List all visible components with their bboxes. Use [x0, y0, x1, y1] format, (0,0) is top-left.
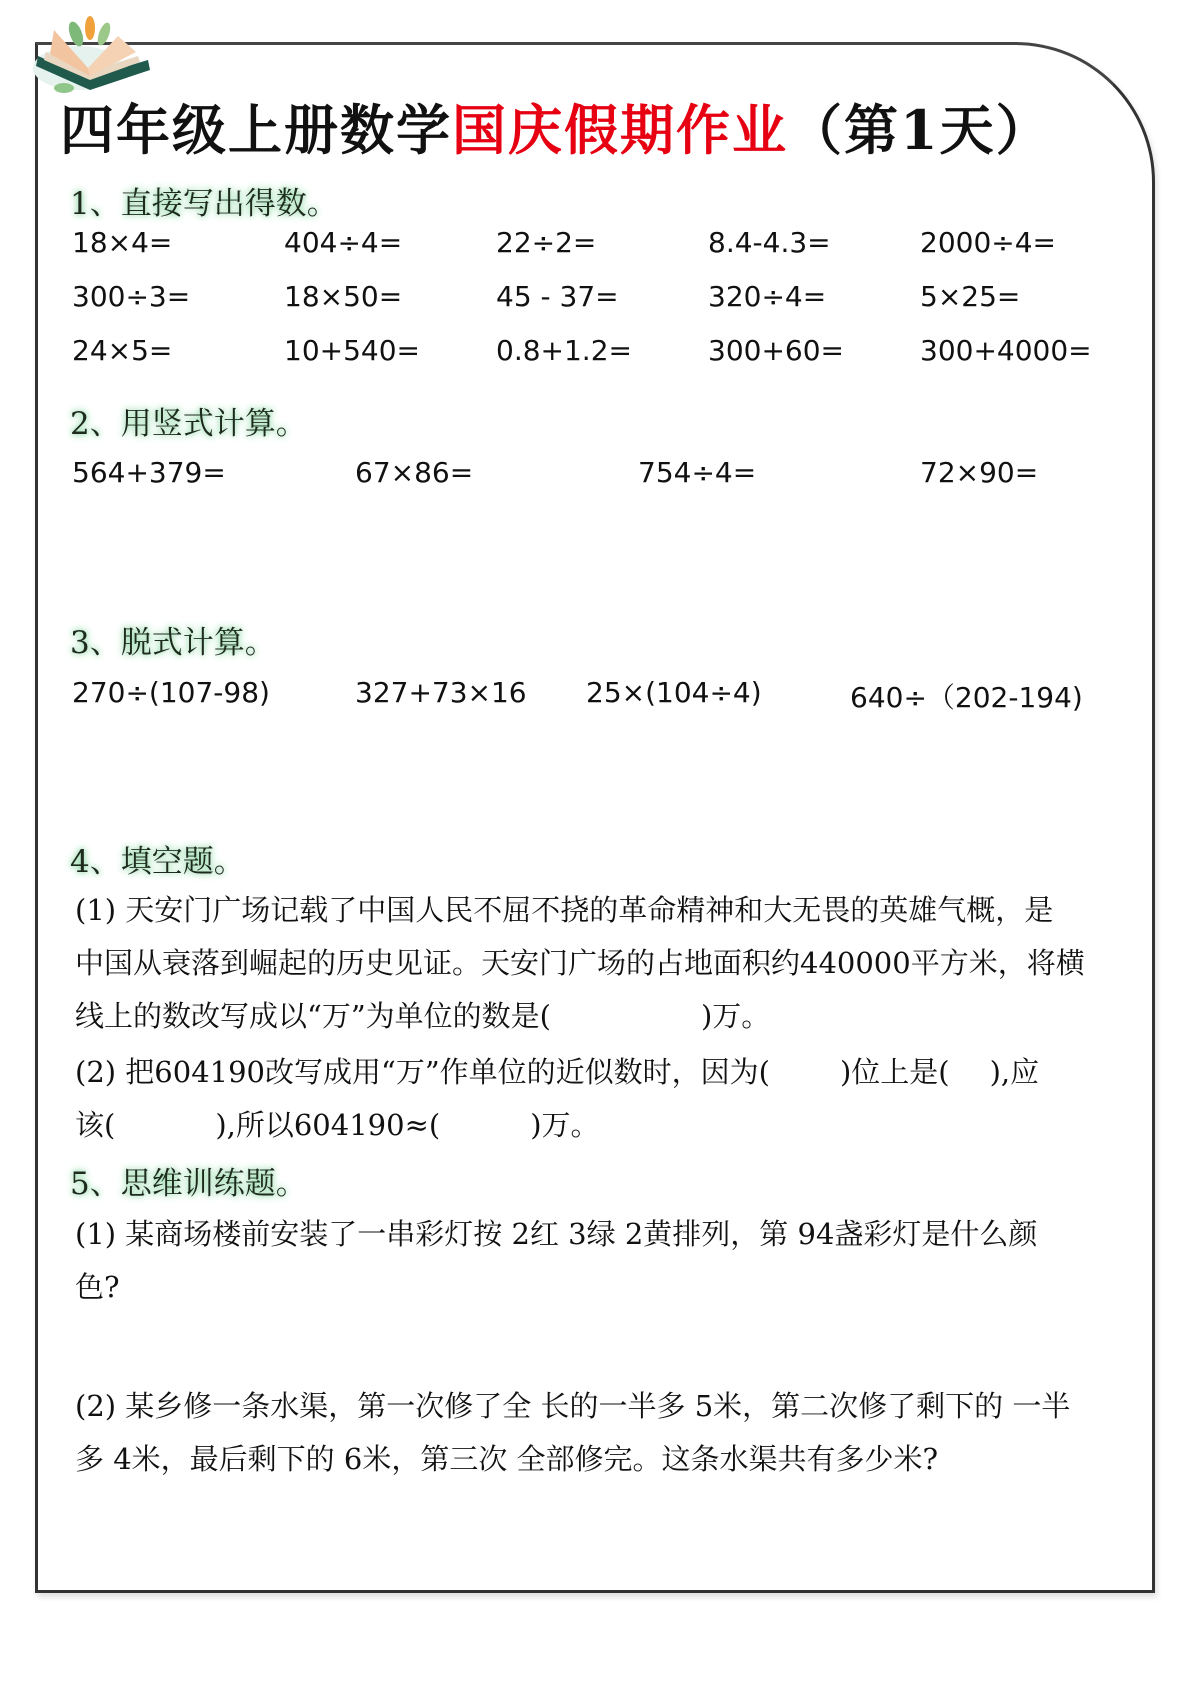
problem: 0.8+1.2= — [496, 334, 632, 367]
section-3-heading: 3、脱式计算。 — [70, 625, 276, 661]
page-title — [60, 88, 1052, 165]
q1-line2: 色? — [75, 1270, 120, 1304]
problem: 640÷（202-194) — [850, 681, 1083, 714]
worksheet-frame — [35, 42, 1155, 1593]
fill-blank-q1 — [75, 884, 1150, 1043]
open-book-leaves-icon — [18, 8, 158, 96]
thinking-q2 — [75, 1380, 1150, 1486]
q1-line2: 中国从衰落到崛起的历史见证。天安门广场的占地面积约440000平方米，将横 — [75, 946, 1085, 980]
title-holiday: 国庆假期作业 — [452, 98, 788, 162]
q1-line1: (1) 天安门广场记载了中国人民不屈不挠的革命精神和大无畏的英雄气概，是 — [75, 893, 1054, 927]
section-1-heading: 1、直接写出得数。 — [70, 186, 338, 222]
q1-line3: 线上的数改写成以“万”为单位的数是( )万。 — [75, 999, 771, 1033]
problem: 327+73×16 — [355, 676, 527, 709]
problem: 564+379= — [72, 456, 226, 489]
q2-line1: (2) 把604190改写成用“万”作单位的近似数时，因为( )位上是( ),应 — [75, 1055, 1040, 1089]
problem: 320÷4= — [708, 280, 827, 313]
problem: 2000÷4= — [920, 226, 1056, 259]
problem: 300+60= — [708, 334, 844, 367]
problem: 18×50= — [284, 280, 403, 313]
section-2-heading: 2、用竖式计算。 — [70, 406, 307, 442]
title-day: （第1天） — [788, 98, 1052, 162]
problem: 22÷2= — [496, 226, 597, 259]
problem: 67×86= — [355, 456, 474, 489]
problem: 10+540= — [284, 334, 420, 367]
q2-line2: 多 4米，最后剩下的 6米，第三次 全部修完。这条水渠共有多少米? — [75, 1442, 939, 1476]
q1-line1: (1) 某商场楼前安装了一串彩灯按 2红 3绿 2黄排列，第 94盏彩灯是什么颜 — [75, 1217, 1038, 1251]
problem: 8.4-4.3= — [708, 226, 831, 259]
q2-line1: (2) 某乡修一条水渠，第一次修了全 长的一半多 5米，第二次修了剩下的 一半 — [75, 1389, 1071, 1423]
problem: 404÷4= — [284, 226, 403, 259]
problem: 24×5= — [72, 334, 173, 367]
problem: 300+4000= — [920, 334, 1092, 367]
problem: 18×4= — [72, 226, 173, 259]
problem: 25×(104÷4) — [586, 676, 762, 709]
thinking-q1 — [75, 1208, 1150, 1314]
section-4-heading: 4、填空题。 — [70, 844, 245, 880]
problem: 270÷(107-98) — [72, 676, 270, 709]
problem: 45 - 37= — [496, 280, 619, 313]
title-grade: 四年级上册数学 — [60, 98, 452, 162]
problem: 754÷4= — [638, 456, 757, 489]
q2-line2: 该( ),所以604190≈( )万。 — [75, 1108, 600, 1142]
problem: 300÷3= — [72, 280, 191, 313]
problem: 5×25= — [920, 280, 1021, 313]
problem: 72×90= — [920, 456, 1039, 489]
fill-blank-q2 — [75, 1046, 1150, 1152]
section-5-heading: 5、思维训练题。 — [70, 1166, 307, 1202]
